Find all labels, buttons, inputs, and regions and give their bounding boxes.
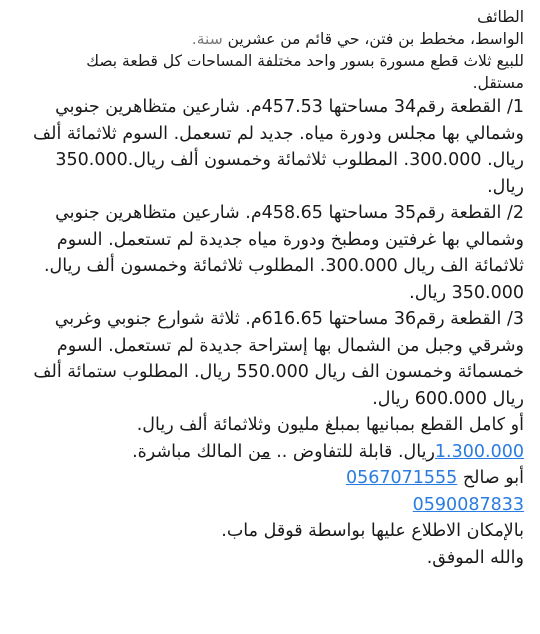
plot-3 [16,306,524,412]
plot3-line-3: خمسمائة وخمسون الف ريال 550.000 ريال. المطلوب ستمائة ألف [33,362,524,382]
total-text-b: المالك مباشرة. [132,441,248,462]
plot-2 [16,200,524,306]
plot3-line-2: وشرقي وجبل من الشمال بها إستراحة جديدة لم تستعمل. السوم [56,335,524,356]
total-price-link[interactable]: 1.300.000 [434,441,524,462]
phone-link-2[interactable]: 0590087833 [412,494,524,515]
plot1-line-2: وشمالي بها مجلس ودورة مياه. جديد لم تسعمل. السوم ثلاثمائة ألف [33,123,524,144]
intro-text-2: مستقل. [472,74,524,92]
total-line-2 [16,439,524,466]
phone-line-2 [16,492,524,519]
total-from: من [247,441,271,462]
plot1-line-1: 1/ القطعة رقم34 مساحتها 457.53م. شارعين متظاهرين جنوبي [55,97,524,117]
plot3-line-1: 3/ القطعة رقم36 مساحتها 616.65م. ثلاثة شوارع جنوبي وغربي [54,309,524,329]
contact-name: أبو صالح [457,468,524,488]
plot2-line-3: ثلاثمائة الف ريال 300.000. المطلوب ثلاثمائة وخمسون ألف ريال. [43,256,524,276]
city-line [16,6,524,28]
total-text-a: ريال. قابلة للتفاوض .. [270,441,435,462]
total-line-1: أو كامل القطع بمبانيها بمبلغ مليون وثلاثمائة ألف ريال. [136,415,524,435]
plot1-line-3: ريال. 300.000. المطلوب ثلاثمائة وخمسون ألف ريال.350.000 [55,150,524,170]
closing-line: والله الموفق. [426,547,524,568]
plot-1 [16,94,524,200]
phone-link-1[interactable]: 0567071555 [345,468,458,488]
plot3-line-4: ريال 600.000 ريال. [372,388,524,409]
plot2-line-4: 350.000 ريال. [409,282,524,303]
city-text: الطائف [477,8,524,26]
location-line [16,28,524,50]
intro-text-1: للبيع ثلاث قطع مسورة بسور واحد مختلفة المساحات كل قطعة بصك [86,52,524,70]
plot2-line-1: 2/ القطعة رقم35 مساحتها 458.65م. شارعين متظاهرين جنوبي [55,203,524,223]
plot2-line-2: وشمالي بها غرفتين ومطبخ ودورة مياه جديدة لم تستعمل. السوم [56,229,524,250]
location-suffix: سنة. [191,30,223,48]
intro-line-2 [16,72,524,94]
contact-line [16,465,524,492]
plot1-line-4: ريال. [487,176,524,197]
map-note: بالإمكان الاطلاع عليها بواسطة قوقل ماب. [221,521,524,541]
intro-line-1 [16,50,524,72]
location-text: الواسط، مخطط بن فتن، حي قائم من عشرين [222,30,524,48]
